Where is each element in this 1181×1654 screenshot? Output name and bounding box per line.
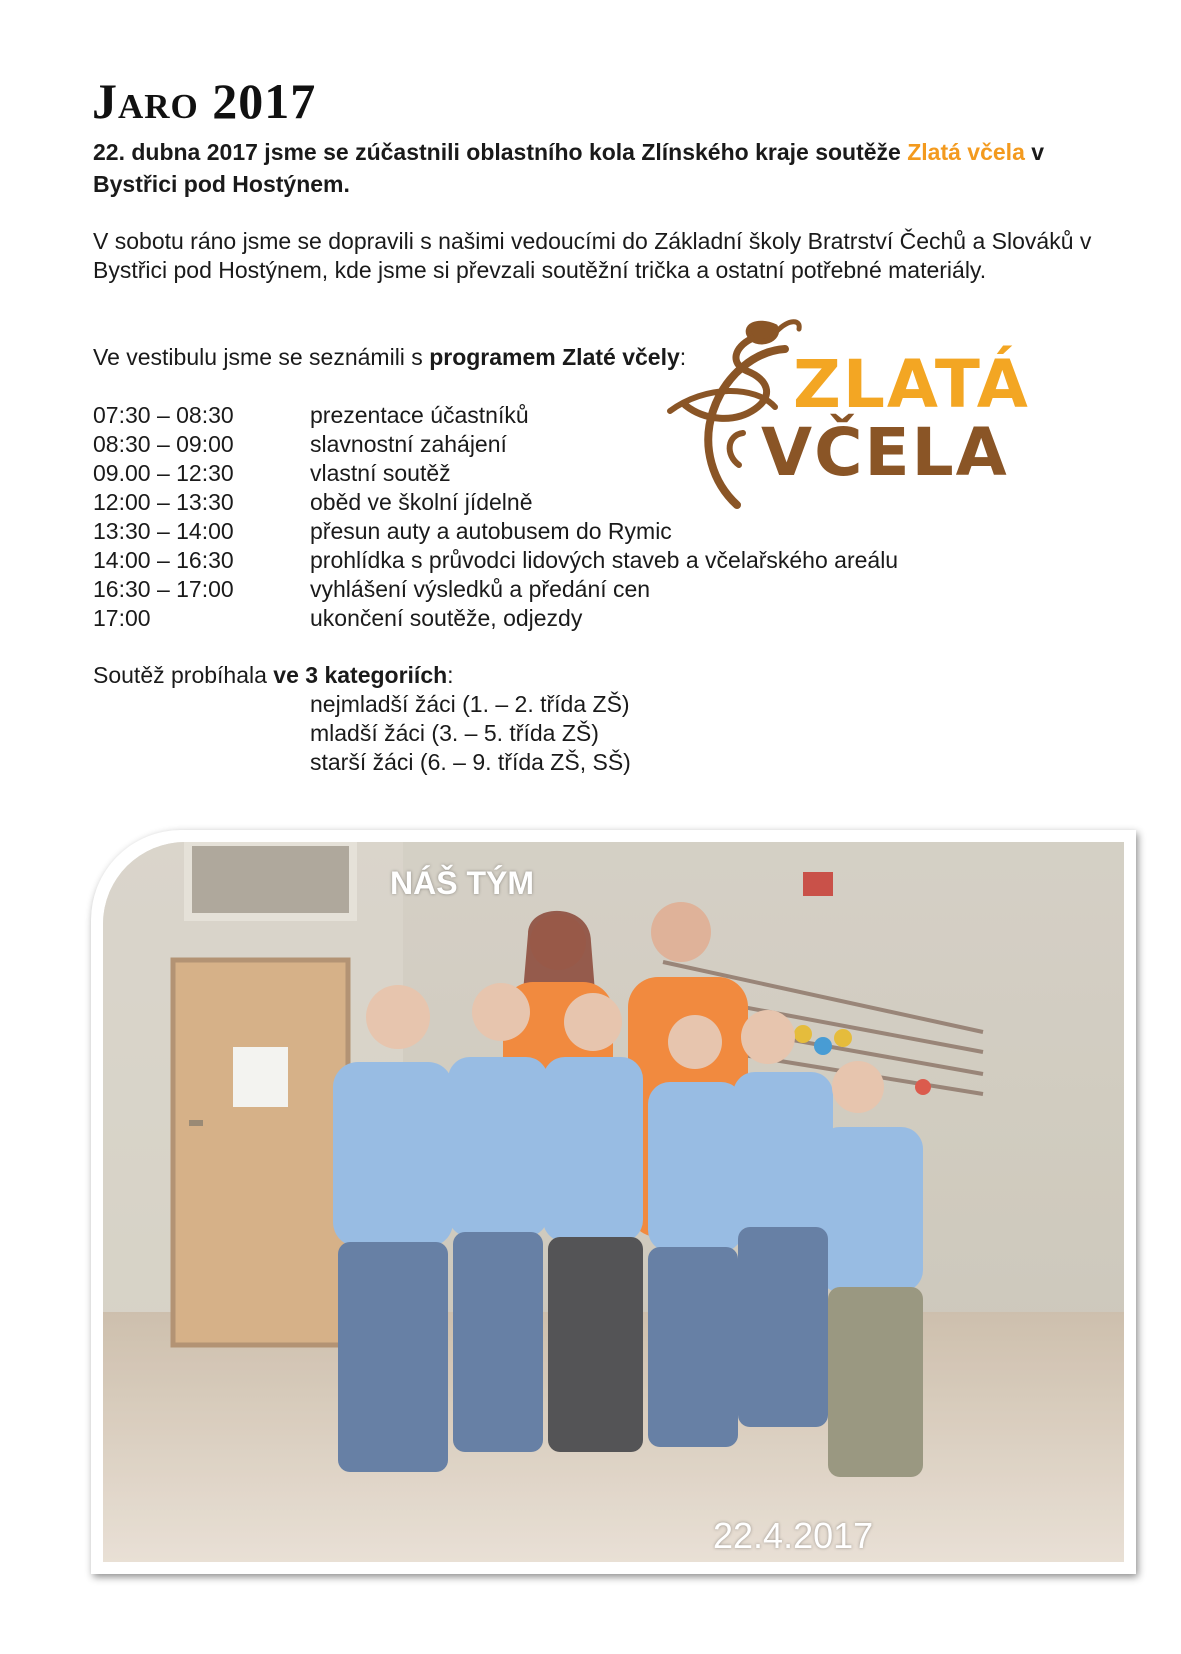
schedule-activity: ukončení soutěže, odjezdy	[310, 605, 583, 631]
schedule-activity: prohlídka s průvodci lidových staveb a včelařského areálu	[310, 547, 899, 573]
schedule-time: 14:00 – 16:30	[93, 547, 234, 573]
schedule-time: 12:00 – 13:30	[93, 489, 234, 515]
page-title: Jaro 2017	[92, 73, 317, 129]
program-intro-text: Ve vestibulu jsme se seznámili s	[93, 344, 430, 370]
categories-intro-text: Soutěž probíhala	[93, 662, 274, 688]
schedule-activity: přesun auty a autobusem do Rymic	[310, 518, 672, 544]
categories-intro	[93, 661, 454, 690]
lead-text-start: 22. dubna 2017 jsme se zúčastnili oblastního kola Zlínského kraje soutěže	[93, 139, 908, 165]
schedule-activity: oběd ve školní jídelně	[310, 489, 533, 515]
category-item: starší žáci (6. – 9. třída ZŠ, SŠ)	[310, 749, 631, 775]
team-photo-frame	[91, 830, 1136, 1574]
schedule-time: 08:30 – 09:00	[93, 431, 234, 457]
schedule-item	[93, 575, 898, 604]
category-item: nejmladší žáci (1. – 2. třída ZŠ)	[310, 691, 630, 717]
categories-intro-bold: ve 3 kategoriích	[273, 662, 448, 688]
schedule-activity: vlastní soutěž	[310, 460, 451, 486]
program-intro-bold: programem Zlaté včely	[429, 344, 680, 370]
logo-word-vcela: VČELA	[761, 414, 1009, 491]
schedule-activity: slavnostní zahájení	[310, 431, 507, 457]
schedule-time: 13:30 – 14:00	[93, 518, 234, 544]
schedule-time: 07:30 – 08:30	[93, 402, 234, 428]
schedule-time: 16:30 – 17:00	[93, 576, 234, 602]
competition-name-highlight: Zlatá včela	[907, 139, 1025, 165]
schedule-time: 09.00 – 12:30	[93, 460, 234, 486]
photo-caption: NÁŠ TÝM	[390, 865, 534, 901]
program-intro	[93, 343, 686, 372]
categories-intro-colon: :	[447, 662, 454, 688]
schedule-time: 17:00	[93, 605, 151, 631]
schedule-activity: prezentace účastníků	[310, 402, 529, 428]
lead-text-end: v Bystřici pod Hostýnem.	[93, 139, 1045, 197]
lead-paragraph	[93, 136, 1133, 200]
zlata-vcela-logo	[665, 315, 1050, 525]
schedule-item	[93, 546, 898, 575]
schedule-item	[93, 604, 898, 633]
schedule-activity: vyhlášení výsledků a předání cen	[310, 576, 651, 602]
program-intro-colon: :	[679, 344, 687, 370]
photo-date: 22.4.2017	[713, 1515, 874, 1556]
categories-list	[310, 690, 631, 777]
team-photo	[103, 842, 1124, 1562]
category-item: mladší žáci (3. – 5. třída ZŠ)	[310, 720, 599, 746]
logo-word-zlata: ZLATÁ	[793, 346, 1030, 423]
arrival-paragraph: V sobotu ráno jsme se dopravili s našimi vedoucími do Základní školy Bratrství Čechů a Slováků v Bystřici pod Hostýnem, kde jsme si převzali soutěžní trička a ostatní potřebné materiály.	[93, 228, 1092, 283]
